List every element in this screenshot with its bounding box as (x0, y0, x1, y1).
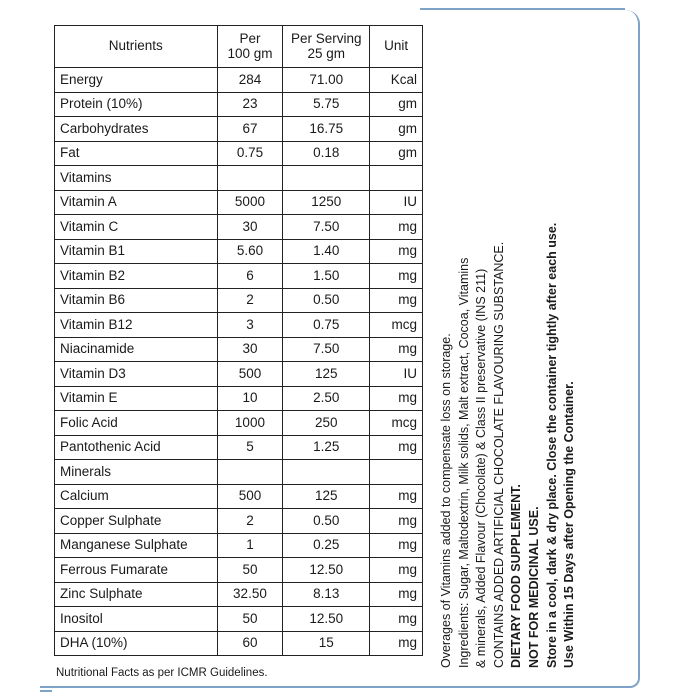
table-section-row (55, 460, 423, 485)
unit-value: mg (370, 215, 423, 240)
nutrient-name: Copper Sulphate (55, 509, 218, 534)
table-row (55, 68, 423, 93)
per-serving-value: 16.75 (283, 117, 370, 142)
nutrient-name: Ferrous Fumarate (55, 558, 218, 583)
per-serving-value: 250 (283, 411, 370, 436)
per-100gm-value: 5 (217, 435, 283, 460)
unit-value: IU (370, 362, 423, 387)
unit-value: mg (370, 631, 423, 656)
unit-value: mg (370, 558, 423, 583)
per-serving-value: 71.00 (283, 68, 370, 93)
table-row (55, 435, 423, 460)
section-title: Minerals (55, 460, 218, 485)
per-serving-value: 7.50 (283, 337, 370, 362)
per-serving-value (283, 460, 370, 485)
nutrient-name: Inositol (55, 607, 218, 632)
nutrient-name: Vitamin B1 (55, 239, 218, 264)
table-row (55, 117, 423, 142)
table-row (55, 288, 423, 313)
per-100gm-value (217, 166, 283, 191)
per-serving-value: 1.40 (283, 239, 370, 264)
unit-value: IU (370, 190, 423, 215)
table-row (55, 484, 423, 509)
table-row (55, 411, 423, 436)
per-serving-value: 0.75 (283, 313, 370, 338)
per-serving-value: 1.25 (283, 435, 370, 460)
side-text-line: Store in a cool, dark & dry place. Close the container tightly after each use. (544, 222, 559, 668)
nutrient-name: Fat (55, 141, 218, 166)
nutrient-name: Energy (55, 68, 218, 93)
table-header-row (55, 26, 423, 68)
table-row (55, 264, 423, 289)
side-text-line: Overages of Vitamins added to compensate loss on storage. (439, 333, 453, 668)
unit-value: Kcal (370, 68, 423, 93)
per-serving-value: 12.50 (283, 558, 370, 583)
side-text-line: Use Within 15 Days after Opening the Container. (562, 381, 577, 668)
side-text-line: & minerals, Added Flavour (Chocolate) & Class II preservative (INS 211) (474, 268, 489, 668)
nutrient-name: Vitamin A (55, 190, 218, 215)
unit-value: mg (370, 288, 423, 313)
per-100gm-value: 284 (217, 68, 283, 93)
table-row (55, 337, 423, 362)
nutrient-name: Manganese Sulphate (55, 533, 218, 558)
header-per-serving-line2: 25 gm (307, 45, 346, 61)
unit-value: mg (370, 509, 423, 534)
per-serving-value: 125 (283, 484, 370, 509)
header-per-100gm (217, 26, 283, 68)
unit-value: mcg (370, 411, 423, 436)
per-serving-value: 0.50 (283, 509, 370, 534)
table-row (55, 558, 423, 583)
table-row (55, 190, 423, 215)
per-serving-value: 5.75 (283, 92, 370, 117)
table-row (55, 509, 423, 534)
nutrient-name: Zinc Sulphate (55, 582, 218, 607)
per-100gm-value: 500 (217, 362, 283, 387)
per-100gm-value: 3 (217, 313, 283, 338)
table-row (55, 386, 423, 411)
per-serving-value: 12.50 (283, 607, 370, 632)
unit-value (370, 460, 423, 485)
unit-value: gm (370, 141, 423, 166)
per-serving-value: 1250 (283, 190, 370, 215)
per-100gm-value: 50 (217, 607, 283, 632)
unit-value: gm (370, 117, 423, 142)
nutrient-name: Protein (10%) (55, 92, 218, 117)
nutrient-name: Carbohydrates (55, 117, 218, 142)
header-per-100gm-line2: 100 gm (227, 45, 273, 61)
unit-value: mg (370, 582, 423, 607)
footnote: Nutritional Facts as per ICMR Guidelines. (56, 667, 268, 679)
nutrient-name: Calcium (55, 484, 218, 509)
per-100gm-value: 5000 (217, 190, 283, 215)
per-100gm-value: 23 (217, 92, 283, 117)
unit-value (370, 166, 423, 191)
table-row (55, 533, 423, 558)
table-row (55, 92, 423, 117)
nutrient-name: Vitamin B2 (55, 264, 218, 289)
side-text-line: Ingredients: Sugar, Maltodextrin, Milk solids, Malt extract, Cocoa, Vitamins (456, 257, 471, 668)
header-per-serving (283, 26, 370, 68)
nutrient-name: Pantothenic Acid (55, 435, 218, 460)
per-100gm-value: 50 (217, 558, 283, 583)
per-100gm-value (217, 460, 283, 485)
nutrient-name: Folic Acid (55, 411, 218, 436)
nutrition-table (54, 25, 423, 656)
side-text-line: DIETARY FOOD SUPPLEMENT. (509, 484, 524, 668)
nutrient-name: Vitamin B12 (55, 313, 218, 338)
unit-value: mg (370, 264, 423, 289)
frame-bottom-edge (40, 690, 52, 692)
per-100gm-value: 0.75 (217, 141, 283, 166)
table-row (55, 631, 423, 656)
header-nutrients: Nutrients (55, 26, 218, 68)
table-row (55, 607, 423, 632)
per-serving-value: 0.50 (283, 288, 370, 313)
unit-value: mg (370, 239, 423, 264)
per-100gm-value: 67 (217, 117, 283, 142)
per-100gm-value: 30 (217, 337, 283, 362)
per-100gm-value: 30 (217, 215, 283, 240)
per-serving-value: 2.50 (283, 386, 370, 411)
side-text-line: NOT FOR MEDICINAL USE. (526, 506, 541, 668)
table-row (55, 313, 423, 338)
unit-value: mcg (370, 313, 423, 338)
table-row (55, 582, 423, 607)
per-100gm-value: 60 (217, 631, 283, 656)
unit-value: gm (370, 92, 423, 117)
per-serving-value: 8.13 (283, 582, 370, 607)
nutrient-name: Niacinamide (55, 337, 218, 362)
section-title: Vitamins (55, 166, 218, 191)
per-100gm-value: 1000 (217, 411, 283, 436)
unit-value: mg (370, 435, 423, 460)
per-100gm-value: 32.50 (217, 582, 283, 607)
table-row (55, 239, 423, 264)
table-section-row (55, 166, 423, 191)
table-row (55, 215, 423, 240)
per-100gm-value: 2 (217, 509, 283, 534)
per-100gm-value: 2 (217, 288, 283, 313)
nutrient-name: Vitamin C (55, 215, 218, 240)
per-100gm-value: 10 (217, 386, 283, 411)
per-serving-value: 125 (283, 362, 370, 387)
table-body (55, 68, 423, 656)
unit-value: mg (370, 607, 423, 632)
header-per-serving-line1: Per Serving (291, 31, 362, 47)
per-serving-value: 15 (283, 631, 370, 656)
per-100gm-value: 6 (217, 264, 283, 289)
nutrient-name: Vitamin E (55, 386, 218, 411)
per-serving-value: 0.18 (283, 141, 370, 166)
per-100gm-value: 1 (217, 533, 283, 558)
unit-value: mg (370, 484, 423, 509)
per-serving-value: 0.25 (283, 533, 370, 558)
unit-value: mg (370, 386, 423, 411)
table-row (55, 141, 423, 166)
per-serving-value: 1.50 (283, 264, 370, 289)
nutrient-name: DHA (10%) (55, 631, 218, 656)
side-text-block (438, 168, 618, 668)
unit-value: mg (370, 337, 423, 362)
per-100gm-value: 5.60 (217, 239, 283, 264)
side-text-line: CONTAINS ADDED ARTIFICIAL CHOCOLATE FLAVOURING SUBSTANCE. (491, 241, 506, 668)
unit-value: mg (370, 533, 423, 558)
per-100gm-value: 500 (217, 484, 283, 509)
per-serving-value: 7.50 (283, 215, 370, 240)
nutrient-name: Vitamin B6 (55, 288, 218, 313)
table-row (55, 362, 423, 387)
frame-top-edge (420, 8, 625, 10)
per-serving-value (283, 166, 370, 191)
header-unit: Unit (370, 26, 423, 68)
nutrient-name: Vitamin D3 (55, 362, 218, 387)
header-per-100gm-line1: Per (239, 31, 261, 47)
